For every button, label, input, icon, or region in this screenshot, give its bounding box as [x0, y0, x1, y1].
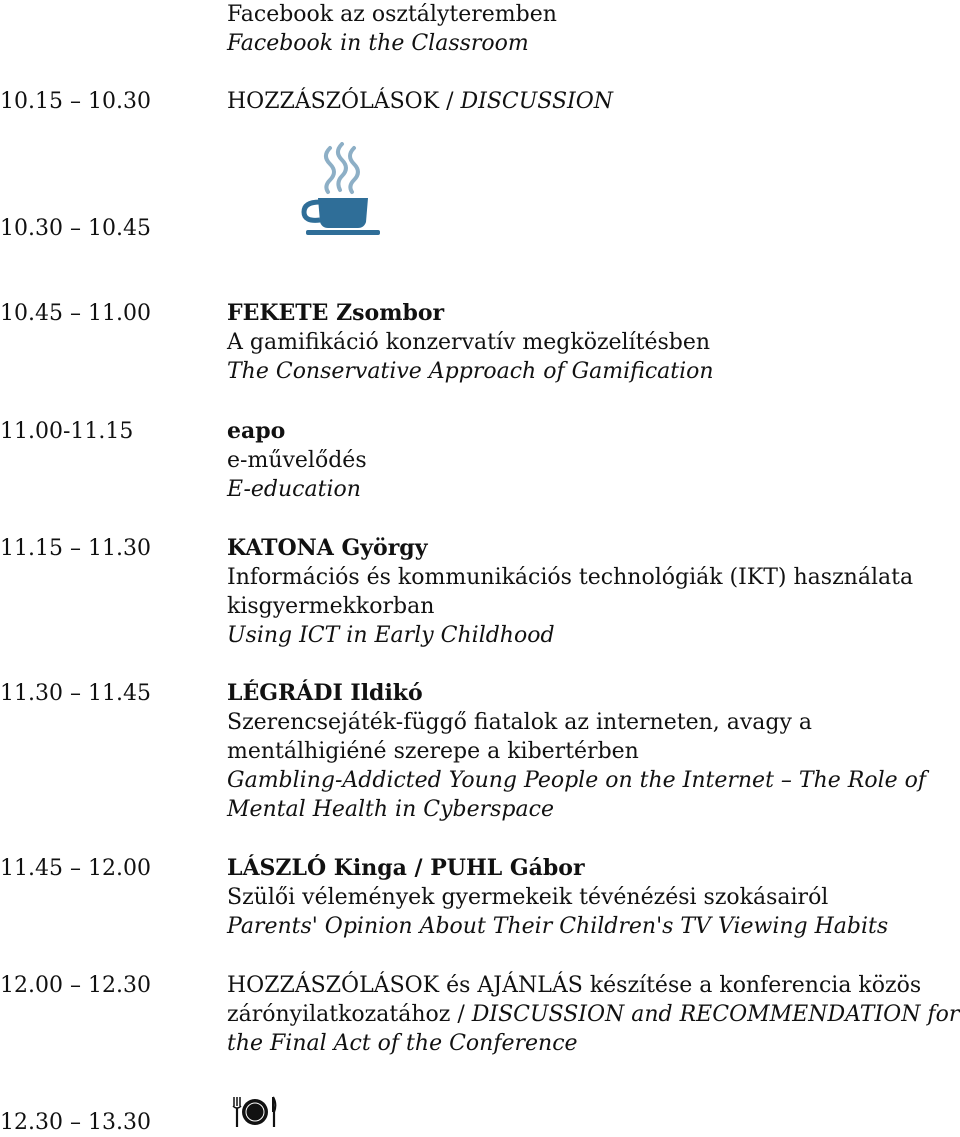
time-slot: 11.00-11.15 [0, 419, 134, 444]
time-slot: 10.15 – 10.30 [0, 89, 151, 114]
time-slot: 12.30 – 13.30 [0, 1110, 151, 1135]
time-slot: 11.15 – 11.30 [0, 536, 151, 561]
time-slot: 12.00 – 12.30 [0, 973, 151, 998]
discussion-title-en: DISCUSSION [460, 89, 614, 114]
discussion-title-hu: HOZZÁSZÓLÁSOK / [227, 89, 461, 114]
speaker-name: eapo [227, 418, 286, 444]
speaker-name: LÉGRÁDI Ildikó [227, 680, 423, 706]
session-title-en: The Conservative Approach of Gamification [227, 359, 714, 384]
final-discussion-text [227, 971, 960, 1058]
session-title-en: E-education [227, 477, 361, 502]
session-discussion [227, 87, 960, 116]
speaker-name: FEKETE Zsombor [227, 300, 445, 326]
session-laszlo-puhl [227, 854, 960, 941]
session-title-en: Gambling-Addicted Young People on the Internet – The Role of Mental Health in Cyberspace [227, 768, 927, 822]
time-slot: 11.30 – 11.45 [0, 681, 151, 706]
session-title-hu: Facebook az osztályteremben [227, 2, 557, 27]
session-final-discussion [227, 971, 960, 1058]
discussion-label [227, 87, 960, 116]
lunch-plate-icon [230, 1094, 278, 1130]
time-slot: 10.45 – 11.00 [0, 301, 151, 326]
time-slot: 11.45 – 12.00 [0, 856, 151, 881]
final-discussion-en: DISCUSSION and RECOMMENDATION for the Final Act of the Conference [227, 1002, 960, 1056]
session-katona [227, 534, 960, 650]
session-facebook [227, 0, 960, 58]
session-title-hu: Szülői vélemények gyermekeik tévénézési szokásairól [227, 885, 829, 910]
session-title-hu: e-művelődés [227, 448, 367, 473]
speaker-name: LÁSZLÓ Kinga / PUHL Gábor [227, 855, 585, 881]
session-title-hu: Információs és kommunikációs technológiák (IKT) használata kisgyermekkorban [227, 565, 914, 619]
session-fekete [227, 299, 960, 386]
final-discussion-hu: HOZZÁSZÓLÁSOK és AJÁNLÁS készítése a konferencia közös zárónyilatkozatához / [227, 973, 922, 1027]
session-title-en: Facebook in the Classroom [227, 31, 529, 56]
session-legradi [227, 679, 960, 824]
session-title-hu: A gamifikáció konzervatív megközelítésben [227, 330, 711, 355]
coffee-cup-icon [300, 142, 382, 238]
time-slot: 10.30 – 10.45 [0, 216, 151, 241]
session-title-en: Parents' Opinion About Their Children's TV Viewing Habits [227, 914, 889, 939]
speaker-name: KATONA György [227, 535, 428, 561]
session-eapo [227, 417, 960, 504]
session-title-hu: Szerencsejáték-függő fiatalok az interneten, avagy a mentálhigiéné szerepe a kibertérben [227, 710, 813, 764]
session-title-en: Using ICT in Early Childhood [227, 623, 555, 648]
